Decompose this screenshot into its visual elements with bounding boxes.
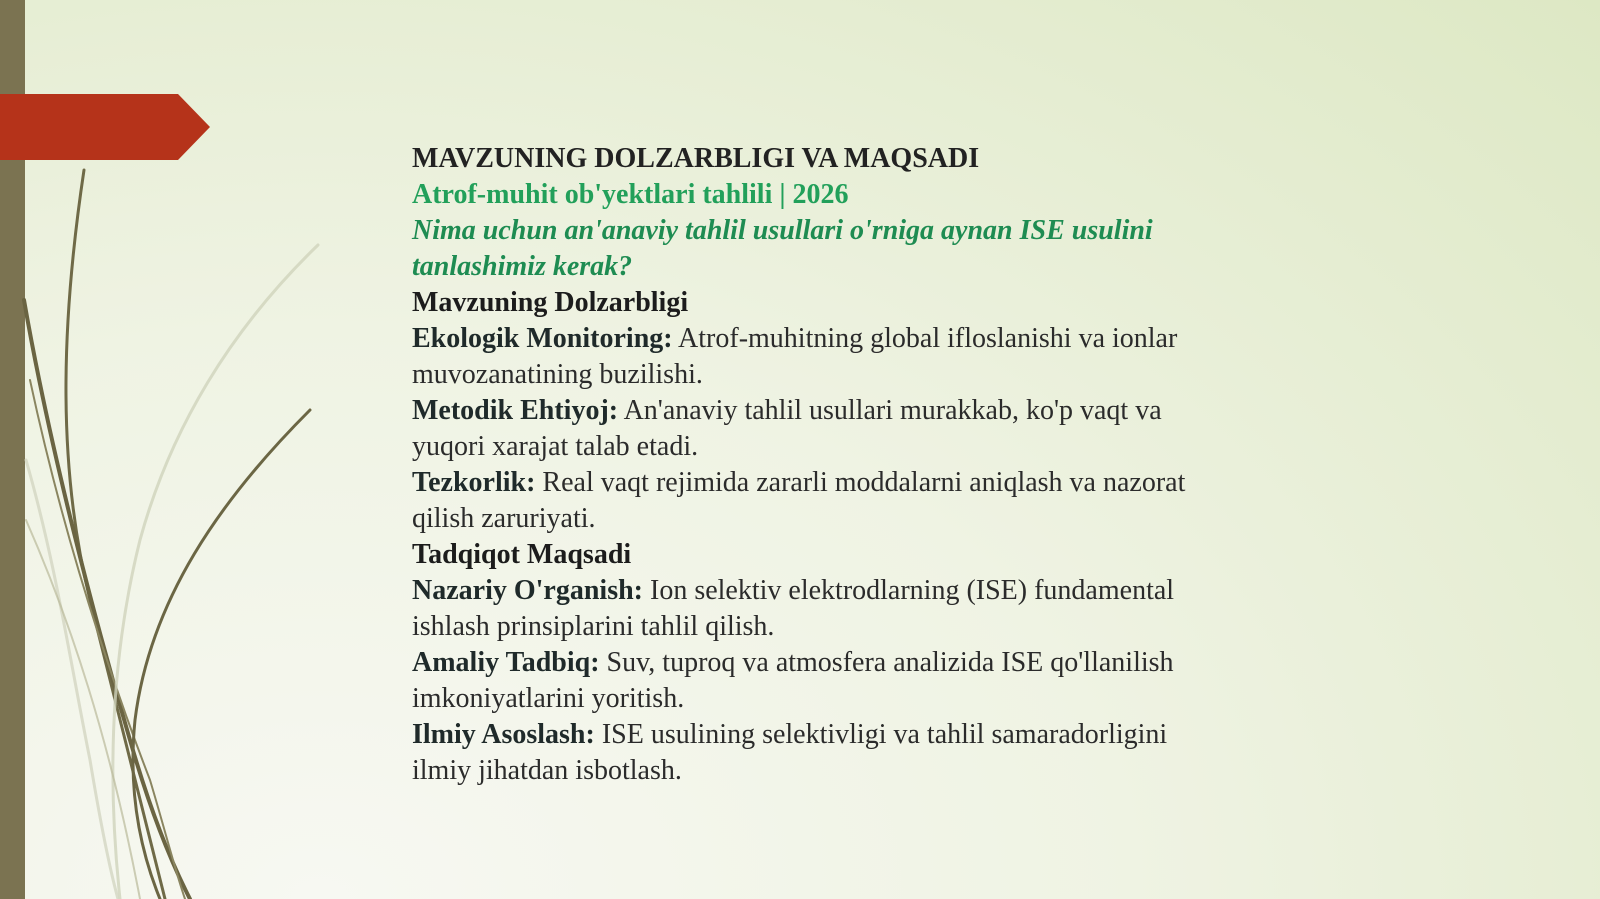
- item-text: Real vaqt rejimida zararli moddalarni aniqlash va nazorat qilish zaruriyati.: [412, 467, 1186, 534]
- item-text: Ion selektiv elektrodlarning (ISE) fundamental ishlash prinsiplarini tahlil qilish.: [412, 575, 1175, 642]
- item-label: Ekologik Monitoring:: [412, 323, 673, 354]
- content-block: [412, 141, 1192, 789]
- list-item: [412, 465, 1192, 537]
- list-item: [412, 645, 1192, 717]
- item-text: ISE usulining selektivligi va tahlil samaradorligini ilmiy jihatdan isbotlash.: [412, 719, 1168, 786]
- section-heading-goal: Tadqiqot Maqsadi: [412, 539, 632, 570]
- item-label: Metodik Ehtiyoj:: [412, 395, 619, 426]
- red-arrow-banner: [0, 94, 210, 160]
- section-heading-relevance: Mavzuning Dolzarbligi: [412, 287, 689, 318]
- slide-subtitle: Atrof-muhit ob'yektlari tahlili | 2026: [412, 179, 849, 210]
- list-item: [412, 321, 1192, 393]
- item-label: Nazariy O'rganish:: [412, 575, 643, 606]
- list-item: [412, 393, 1192, 465]
- item-label: Amaliy Tadbiq:: [412, 647, 600, 678]
- item-text: Atrof-muhitning global ifloslanishi va ionlar muvozanatining buzilishi.: [412, 323, 1178, 390]
- slide-title: MAVZUNING DOLZARBLIGI VA MAQSADI: [412, 143, 980, 174]
- list-item: [412, 717, 1192, 789]
- item-label: Ilmiy Asoslash:: [412, 719, 595, 750]
- item-text: An'anaviy tahlil usullari murakkab, ko'p vaqt va yuqori xarajat talab etadi.: [412, 395, 1162, 462]
- list-item: [412, 573, 1192, 645]
- key-question: Nima uchun an'anaviy tahlil usullari o'rniga aynan ISE usulini tanlashimiz kerak?: [412, 215, 1153, 282]
- item-label: Tezkorlik:: [412, 467, 536, 498]
- item-text: Suv, tuproq va atmosfera analizida ISE qo'llanilish imkoniyatlarini yoritish.: [412, 647, 1174, 714]
